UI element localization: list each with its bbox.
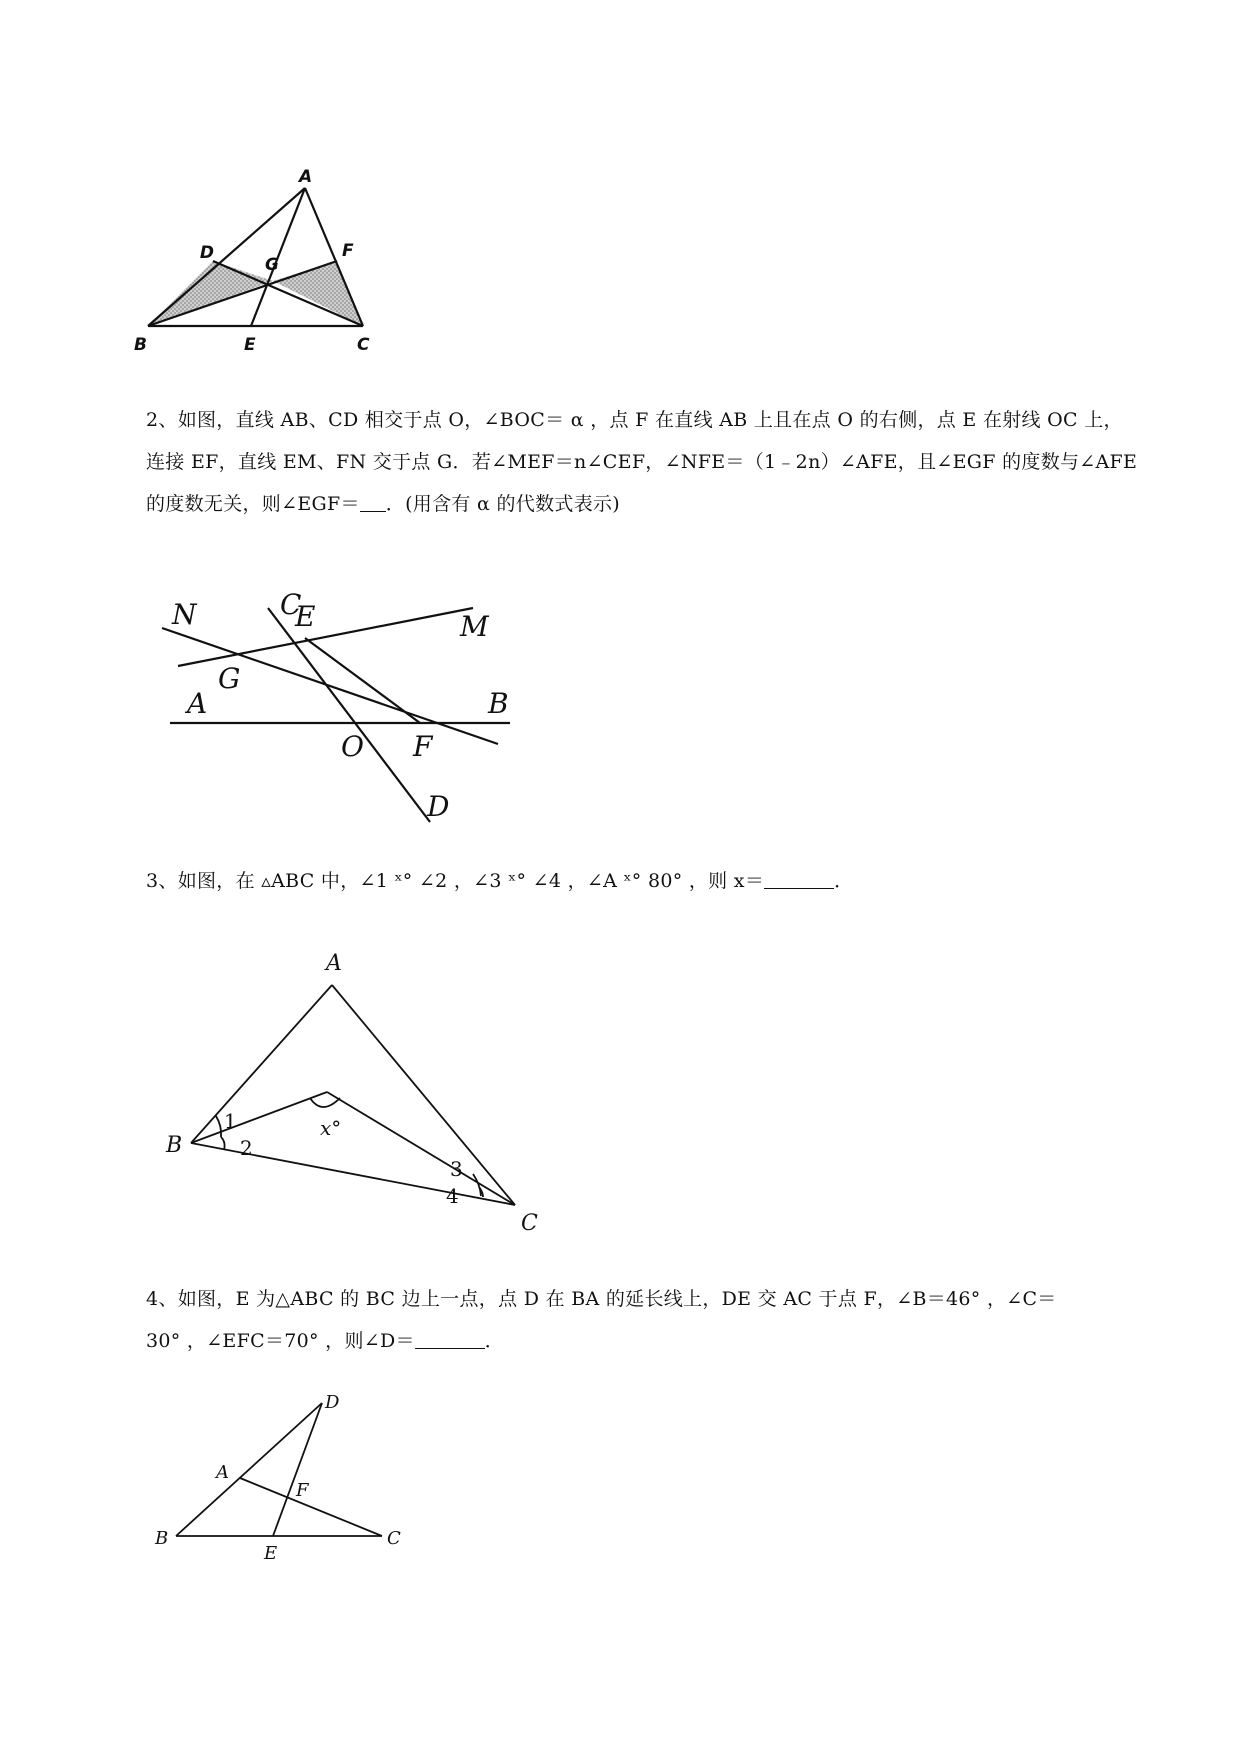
fig2-label-c: C: [280, 588, 302, 621]
problem-4: [146, 1278, 1156, 1362]
angle-label-3: 3: [450, 1157, 463, 1181]
fig2-label-e: E: [295, 600, 316, 633]
fig1-label-g: G: [265, 255, 279, 275]
fig3-label-a: A: [326, 951, 342, 976]
problem-2-line-2: 连接 EF，直线 EM、FN 交于点 G．若∠MEF＝n∠CEF，∠NFE＝（1﹣2n）∠AFE，且∠EGF 的度数与∠AFE: [146, 451, 1138, 473]
figure-3-triangle-bisectors: [160, 940, 560, 1236]
fig4-label-f: F: [296, 1480, 309, 1501]
problem-2-line-3-before: 的度数无关，则∠EGF＝: [146, 493, 360, 515]
fig2-label-m: M: [460, 610, 489, 643]
fig2-label-d: D: [427, 790, 450, 823]
fig4-label-c: C: [387, 1528, 401, 1549]
fig2-label-g: G: [218, 662, 241, 695]
angle-label-x: x°: [320, 1116, 342, 1140]
fig1-label-c: C: [357, 335, 370, 355]
angle-label-1: 1: [224, 1109, 237, 1133]
fig2-label-b: B: [488, 687, 509, 720]
problem-2-line-3-after: ．(用含有 α 的代数式表示): [385, 493, 621, 515]
fig4-label-d: D: [325, 1392, 340, 1413]
problem-2: [146, 399, 1156, 525]
figure-2-intersecting-lines: [150, 588, 530, 828]
fig2-label-n: N: [172, 598, 197, 631]
problem-3-text-before: 如图，在 ▵ABC 中，∠1 ˣ° ∠2 ，∠3 ˣ° ∠4 ，∠A ˣ° 80° ，则 x＝: [177, 870, 765, 892]
fig2-label-a: A: [187, 687, 208, 720]
fig3-label-c: C: [521, 1211, 538, 1236]
fig4-label-e: E: [264, 1543, 278, 1564]
answer-blank-3[interactable]: [764, 868, 834, 889]
problem-3: [146, 860, 1156, 902]
fig1-label-f: F: [342, 241, 354, 261]
fig2-label-o: O: [341, 730, 364, 763]
fig1-label-d: D: [199, 243, 214, 263]
fig2-label-f: F: [413, 730, 433, 763]
fig4-label-b: B: [155, 1528, 169, 1549]
problem-2-line-1: 如图，直线 AB、CD 相交于点 O，∠BOC＝ α ，点 F 在直线 AB 上且在点 O 的右侧，点 E 在射线 OC 上，: [177, 409, 1123, 431]
problem-4-number: 4、: [146, 1288, 178, 1310]
angle-label-4: 4: [446, 1184, 459, 1208]
angle-label-2: 2: [240, 1136, 253, 1160]
fig1-label-b: B: [134, 335, 147, 355]
problem-3-text-after: ．: [834, 870, 854, 892]
figure-4-triangle-extended: [150, 1385, 430, 1570]
fig1-label-a: A: [299, 167, 313, 187]
figure-1-triangle-shaded: [134, 167, 400, 360]
fig1-label-e: E: [244, 335, 256, 355]
problem-4-line-1: 如图，E 为△ABC 的 BC 边上一点，点 D 在 BA 的延长线上，DE 交 AC 于点 F，∠B＝46° ，∠C＝: [177, 1288, 1057, 1310]
fig4-label-a: A: [216, 1462, 229, 1483]
answer-blank-4[interactable]: [415, 1328, 485, 1349]
answer-blank-2[interactable]: [360, 491, 386, 512]
problem-3-number: 3、: [146, 870, 178, 892]
problem-4-line-2-after: ．: [484, 1330, 505, 1352]
problem-2-number: 2、: [146, 409, 178, 431]
fig3-label-b: B: [166, 1133, 183, 1158]
problem-4-line-2-before: 30° ，∠EFC＝70° ，则∠D＝: [146, 1330, 415, 1352]
